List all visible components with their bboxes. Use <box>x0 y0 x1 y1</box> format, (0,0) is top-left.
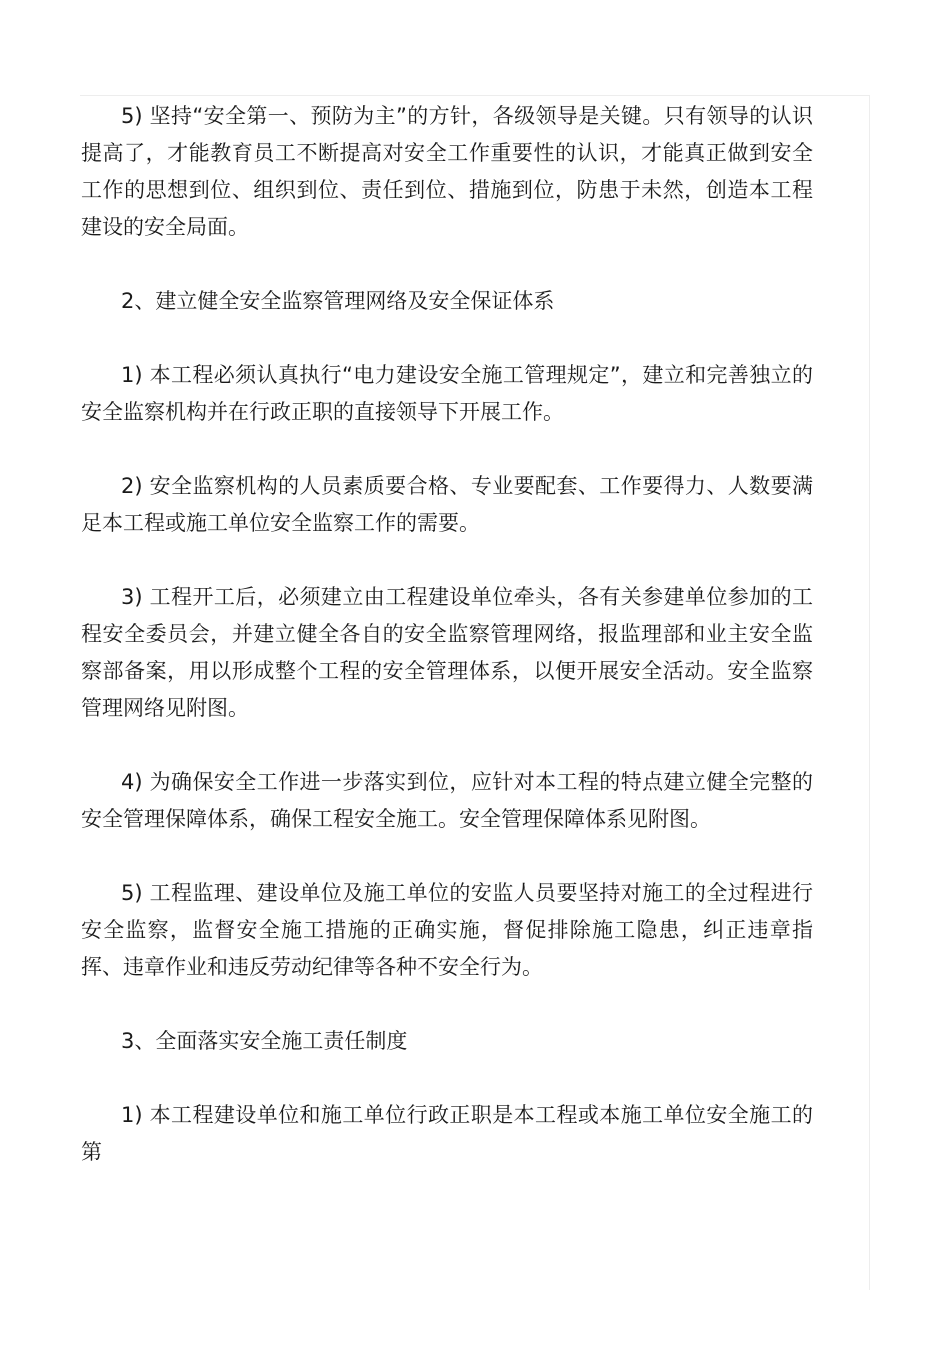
document-body <box>81 98 813 1171</box>
paragraph-leadership-key: 5) 坚持“安全第一、预防为主”的方针，各级领导是关键。只有领导的认识提高了，才能教育员工不断提高对安全工作重要性的认识，才能真正做到安全工作的思想到位、组织到位、责任到位、措施到位，防患于未然，创造本工程建设的安全局面。 <box>81 104 813 239</box>
paragraph-safety-committee: 3) 工程开工后，必须建立由工程建设单位牵头，各有关参建单位参加的工程安全委员会，并建立健全各自的安全监察管理网络，报监理部和业主安全监察部备案，用以形成整个工程的安全管理体系，以便开展安全活动。安全监察管理网络见附图。 <box>81 585 813 720</box>
section-heading-safety-network: 2、建立健全安全监察管理网络及安全保证体系 <box>121 289 555 313</box>
paragraph-safety-assurance-system: 4) 为确保安全工作进一步落实到位，应针对本工程的特点建立健全完整的安全管理保障体系，确保工程安全施工。安全管理保障体系见附图。 <box>81 770 813 831</box>
paragraph-safety-regulations: 1) 本工程必须认真执行“电力建设安全施工管理规定”，建立和完善独立的安全监察机构并在行政正职的直接领导下开展工作。 <box>81 363 813 424</box>
paragraph-safety-supervision: 5) 工程监理、建设单位及施工单位的安监人员要坚持对施工的全过程进行安全监察，监督安全施工措施的正确实施，督促排除施工隐患，纠正违章指挥、违章作业和违反劳动纪律等各种不安全行为。 <box>81 881 813 979</box>
paragraph-personnel-quality: 2) 安全监察机构的人员素质要合格、专业要配套、工作要得力、人数要满足本工程或施工单位安全监察工作的需要。 <box>81 474 813 535</box>
page-edge-top <box>80 95 870 96</box>
paragraph-administrative-head: 1) 本工程建设单位和施工单位行政正职是本工程或本施工单位安全施工的第 <box>81 1103 813 1164</box>
section-heading-responsibility-system: 3、全面落实安全施工责任制度 <box>121 1029 408 1053</box>
page-edge-right <box>869 95 870 1290</box>
